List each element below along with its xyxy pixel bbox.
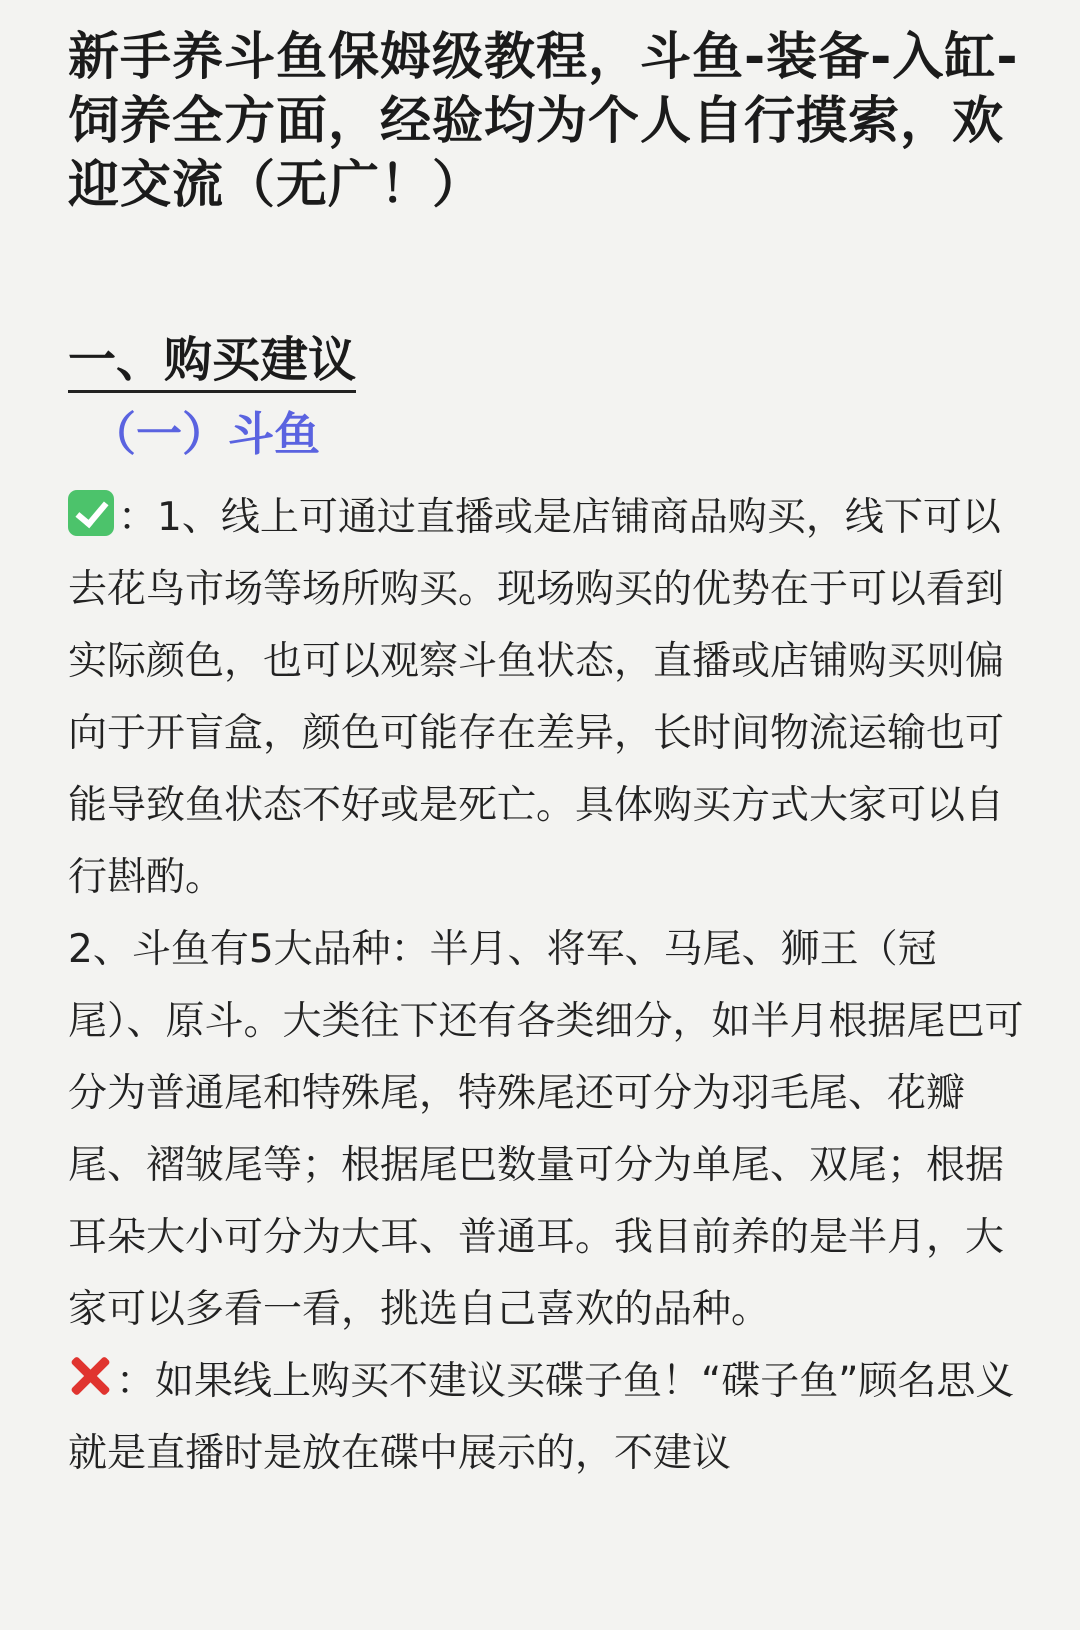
- section-heading: 一、购买建议: [68, 332, 356, 393]
- article-body: [68, 482, 1028, 1490]
- paragraph-purchase-channels: [68, 482, 1028, 914]
- paragraph-warning: [68, 1346, 1028, 1490]
- paragraph-text: ：如果线上购买不建议买碟子鱼！“碟子鱼”顾名思义就是直播时是放在碟中展示的，不建议: [68, 1359, 1015, 1476]
- article: [68, 26, 1028, 1476]
- cross-mark-icon: [68, 1354, 112, 1398]
- check-mark-icon: [68, 490, 114, 536]
- sub-heading: （一）斗鱼: [90, 407, 320, 461]
- paragraph-text: ：1、线上可通过直播或是店铺商品购买，线下可以去花鸟市场等场所购买。现场购买的优势在于可以看到实际颜色，也可以观察斗鱼状态，直播或店铺购买则偏向于开盲盒，颜色可能存在差异，长时间物流运输也可能导致鱼状态不好或是死亡。具体购买方式大家可以自行斟酌。: [68, 495, 1005, 900]
- paragraph-varieties: 2、斗鱼有5大品种：半月、将军、马尾、狮王（冠尾）、原斗。大类往下还有各类细分，如半月根据尾巴可分为普通尾和特殊尾，特殊尾还可分为羽毛尾、花瓣尾、褶皱尾等；根据尾巴数量可分为单尾、双尾；根据耳朵大小可分为大耳、普通耳。我目前养的是半月，大家可以多看一看，挑选自己喜欢的品种。: [68, 927, 1024, 1332]
- article-title: 新手养斗鱼保姆级教程，斗鱼-装备-入缸-饲养全方面，经验均为个人自行摸索，欢迎交流（无广！）: [68, 28, 1019, 215]
